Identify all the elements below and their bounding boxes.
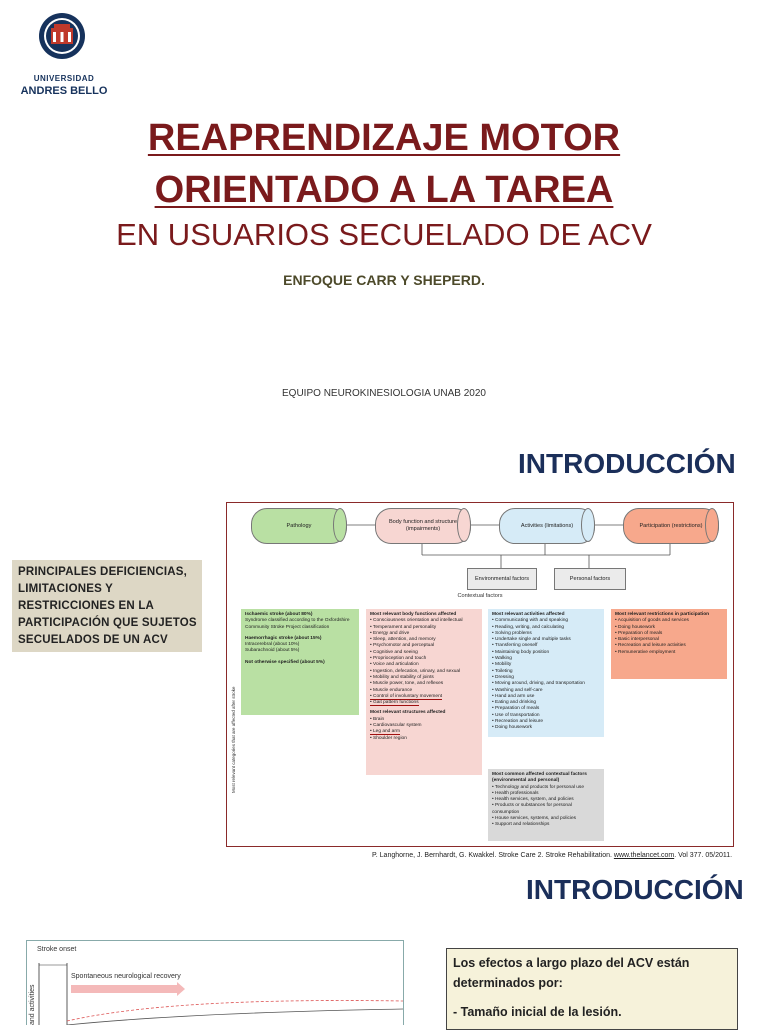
list-item-text: • Technology and products for personal use — [492, 784, 584, 790]
list-item-text: • Mobility — [492, 662, 512, 668]
logo-name: ANDRES BELLO — [20, 85, 108, 97]
list-item — [492, 803, 600, 816]
list-item-text: • Psychomotor and perceptual — [370, 643, 435, 649]
list-item-text: • Transferring oneself — [492, 643, 538, 649]
list-item-text: • Cardiovascular system — [370, 723, 422, 729]
col-heading: Most relevant structures affected — [370, 710, 446, 716]
col-text: Ischaemic stroke (about 80%) — [245, 612, 313, 617]
list-item — [492, 822, 600, 828]
participation-list — [615, 618, 723, 656]
citation — [372, 852, 732, 859]
list-item-text: • Hand and arm use — [492, 693, 535, 699]
list-item-text: • Maintaining body position — [492, 649, 550, 655]
activities-list — [492, 618, 600, 731]
body-function-column — [366, 609, 482, 775]
university-seal-icon — [38, 12, 86, 64]
vertical-axis-label: Most relevant categories that are affected after stroke — [231, 686, 236, 793]
pathology-column — [241, 609, 359, 715]
activities-column — [488, 609, 604, 737]
list-item-text: • Basic interpersonal — [615, 637, 659, 643]
participation-column — [611, 609, 727, 679]
col-heading: Most relevant activities affected — [492, 612, 565, 617]
list-item-text: • Gait pattern functions — [370, 700, 419, 706]
list-item-text: • Shoulder region — [370, 735, 407, 741]
side-note-text: PRINCIPALES DEFICIENCIAS, LIMITACIONES Y RESTRICCIONES EN LA PARTICIPACIÓN QUE SUJETOS SECUELADOS DE UN ACV — [18, 566, 197, 646]
list-item-text: • Preparation of meals — [615, 630, 663, 636]
list-item-text: • Muscle power, tone, and reflexes — [370, 681, 444, 687]
list-item-text: • Voice and articulation — [370, 662, 419, 668]
list-item-text: • Brain — [370, 716, 385, 722]
list-item-text: • Recreation and leisure — [492, 719, 544, 725]
list-item-text: • Proprioception and touch — [370, 656, 427, 662]
title-line-2 — [0, 168, 768, 212]
list-item-text: • Mobility and stability of joints — [370, 674, 434, 680]
list-item-text: • Dressing — [492, 674, 514, 680]
list-item-text: • Doing housework — [615, 624, 656, 630]
list-item-text: • Remunerative employment — [615, 649, 676, 655]
subtitle: EN USUARIOS SECUELADO DE ACV — [116, 217, 652, 252]
title-line-1-text: REAPRENDIZAJE MOTOR — [147, 117, 621, 159]
col-heading: Most relevant body functions affected — [370, 612, 457, 617]
title-line-2-text: ORIENTADO A LA TAREA — [154, 169, 614, 211]
col-text: Syndrome classified according to the Oxfordshire Community Stroke Project classification — [245, 618, 350, 630]
graph-recovery-label: Spontaneous neurological recovery — [71, 973, 181, 980]
list-item — [370, 736, 478, 742]
col-text: Intracerebral (about 10%) — [245, 642, 300, 648]
list-item-text: • Cognitive and seeing — [370, 649, 418, 655]
graph-onset-label: Stroke onset — [37, 946, 77, 953]
list-item-text: • Eating and drinking — [492, 700, 537, 706]
section-heading-intro-2: INTRODUCCIÓN — [526, 874, 744, 905]
activities-node: Activities (limitations) — [499, 508, 595, 544]
list-item-text: • Energy and drive — [370, 630, 410, 636]
personal-factors-box: Personal factors — [554, 568, 626, 590]
list-item-text: • Recreation and leisure activities — [615, 643, 686, 649]
participation-node: Participation (restrictions) — [623, 508, 719, 544]
list-item-text: • Leg and arm — [370, 729, 400, 735]
contextual-factors-label: Contextual factors — [457, 593, 503, 599]
list-item-text: • Undertake single and multiple tasks — [492, 637, 571, 643]
list-item-text: • Muscle endurance — [370, 687, 413, 693]
list-item-text: • Communicating with and speaking — [492, 618, 569, 624]
list-item-text: • Products or substances for personal consumption — [492, 803, 572, 815]
recovery-graph — [26, 940, 404, 1025]
graph-y-label: and activities — [29, 984, 36, 1025]
list-item-text: • Reading, writing, and calculating — [492, 624, 565, 630]
list-item-text: • Washing and self-care — [492, 687, 543, 693]
col-heading: Most relevant restrictions in participation — [615, 612, 710, 617]
list-item-text: • House services, systems, and policies — [492, 816, 577, 822]
citation-tail: . Vol 377. 05/2011. — [674, 852, 733, 859]
list-item-text: • Toileting — [492, 668, 513, 674]
list-item — [615, 650, 723, 656]
list-item-text: • Moving around, driving, and transportation — [492, 681, 585, 687]
col-text: Not otherwise specified (about 5%) — [245, 659, 325, 665]
logo-university: UNIVERSIDAD — [33, 74, 95, 83]
effects-intro: Los efectos a largo plazo del ACV están determinados por: — [453, 956, 690, 990]
body-list — [370, 618, 478, 706]
list-item-text: • Health professionals — [492, 790, 539, 796]
list-item-text: • Control of involuntary movement — [370, 693, 443, 699]
col-heading: Most common affected contextual factors (environmental and personal) — [492, 772, 587, 784]
structure-list — [370, 717, 478, 742]
col-text: Subarachnoid (about 5%) — [245, 648, 300, 654]
list-item — [492, 725, 600, 731]
citation-link[interactable]: www.thelancet.com — [613, 852, 675, 859]
list-item-text: • Use of transportation — [492, 712, 540, 718]
effects-bullet: - Tamaño inicial de la lesión. — [453, 1005, 622, 1019]
contextual-list — [492, 785, 600, 829]
list-item-text: • Sleep, attention, and memory — [370, 637, 436, 643]
side-note-box — [12, 560, 202, 652]
contextual-column — [488, 769, 604, 841]
environmental-factors-box: Environmental factors — [467, 568, 537, 590]
list-item-text: • Solving problems — [492, 630, 532, 636]
pathology-node: Pathology — [251, 508, 347, 544]
team-text: EQUIPO NEUROKINESIOLOGIA UNAB 2020 — [282, 388, 486, 399]
recovery-graph-lines — [27, 941, 403, 1025]
list-item-text: • Temperament and personality — [370, 624, 437, 630]
section-heading-intro-1: INTRODUCCIÓN — [518, 448, 736, 479]
citation-text: P. Langhorne, J. Bernhardt, G. Kwakkel. Stroke Care 2. Stroke Rehabilitation. — [372, 852, 614, 859]
list-item-text: • Support and relationships — [492, 822, 550, 828]
icf-diagram — [226, 502, 734, 847]
university-logo — [18, 8, 114, 98]
col-text: Haemorrhagic stroke (about 15%) — [245, 635, 322, 641]
list-item-text: • Preparation of meals — [492, 706, 540, 712]
list-item-text: • Ingestion, defecation, urinary, and sexual — [370, 668, 461, 674]
body-function-node: Body function and structure (impairments) — [375, 508, 471, 544]
list-item-text: • Consciousness orientation and intellectual — [370, 618, 463, 624]
list-item-text: • Health services, system, and policies — [492, 797, 574, 803]
approach-text: ENFOQUE CARR Y SHEPERD. — [283, 272, 485, 288]
list-item-text: • Acquisition of goods and services — [615, 618, 689, 624]
title-line-1 — [0, 116, 768, 160]
list-item-text: • Doing housework — [492, 725, 533, 731]
list-item-text: • Walking — [492, 656, 512, 662]
effects-box — [446, 948, 738, 1030]
